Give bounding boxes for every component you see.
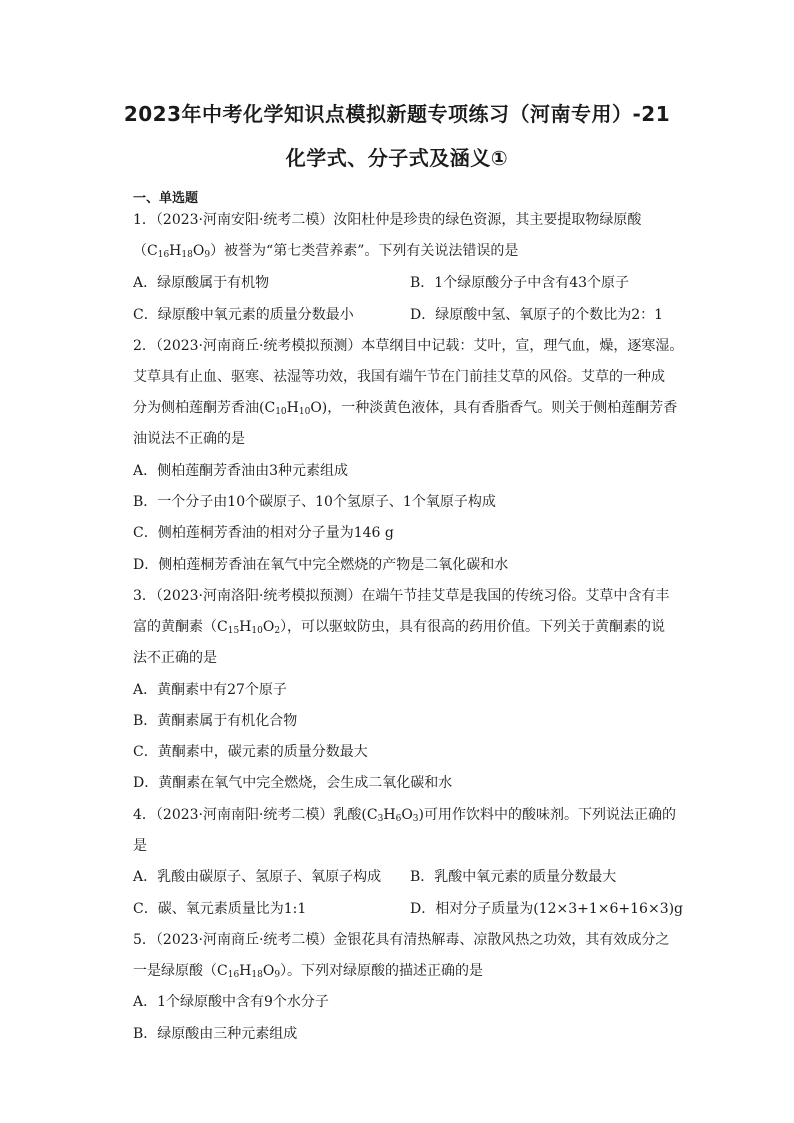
q5-stem-line: 5．（2023·河南商丘·统考二模）金银花具有清热解毒、凉散风热之功效，其有效成分之: [133, 932, 670, 948]
q1-option-b: B．1个绿原酸分子中含有43个原子: [410, 275, 630, 291]
q3-option-a: A．黄酮素中有27个原子: [133, 682, 287, 698]
q2-option-b: B．一个分子由10个碳原子、10个氢原子、1个氧原子构成: [133, 494, 496, 510]
q3-stem-line: 3．（2023·河南洛阳·统考模拟预测）在端午节挂艾草是我国的传统习俗。艾草中含有丰: [133, 588, 670, 604]
q3-option-d: D．黄酮素在氧气中完全燃烧，会生成二氧化碳和水: [133, 775, 453, 791]
q4-option-c: C．碳、氧元素质量比为1:1: [133, 901, 307, 917]
q1-option-c: C．绿原酸中氧元素的质量分数最小: [133, 307, 354, 323]
q1-option-a: A．绿原酸属于有机物: [133, 275, 270, 291]
q2-stem-line: 艾草具有止血、驱寒、祛湿等功效，我国有端午节在门前挂艾草的风俗。艾草的一种成: [133, 369, 665, 385]
q4-option-d: D．相对分子质量为(12×3+1×6+16×3)g: [410, 901, 684, 917]
q3-option-b: B．黄酮素属于有机化合物: [133, 713, 298, 729]
q2-stem-line: 2．（2023·河南商丘·统考模拟预测）本草纲目中记载：艾叶，宣，理气血，燥，逐寒湿。: [133, 338, 684, 354]
q3-stem-line: 富的黄酮素$(C_{15}H_{10}O_2)$，可以驱蚊防虫，具有很高的药用价值。下列关于黄酮素的说: [133, 619, 666, 636]
q3-stem-line: 法不正确的是: [133, 650, 217, 666]
q4-stem-line: 4．（2023·河南南阳·统考二模）乳酸$(C_3H_6O_3)$可用作饮料中的酸味剂。下列说法正确的: [133, 807, 676, 824]
q2-option-d: D．侧柏莲桐芳香油在氧气中完全燃烧的产物是二氧化碳和水: [133, 557, 509, 573]
q1-option-d: D．绿原酸中氢、氧原子的个数比为2：1: [410, 307, 664, 323]
q5-option-a: A．1个绿原酸中含有9个水分子: [133, 994, 329, 1010]
q3-option-c: C．黄酮素中，碳元素的质量分数最大: [133, 744, 368, 760]
q4-stem-line: 是: [133, 838, 147, 854]
document-title-line2: 化学式、分子式及涵义①: [285, 146, 509, 170]
section-heading: 一、单选题: [133, 191, 199, 206]
document-title-line1: 2023年中考化学知识点模拟新题专项练习（河南专用）-21: [123, 102, 671, 126]
q2-stem-line: 油说法不正确的是: [133, 431, 245, 447]
q4-option-b: B．乳酸中氧元素的质量分数最大: [410, 869, 617, 885]
q2-option-a: A．侧柏莲酮芳香油由3种元素组成: [133, 463, 349, 479]
q2-option-c: C．侧柏莲桐芳香油的相对分子量为146 g: [133, 525, 394, 541]
q2-stem-line: 分为侧柏莲酮芳香油$(C_{10}H_{10}O)$，一种淡黄色液体，具有香脂香气。则关于侧柏莲酮芳香: [133, 400, 678, 417]
q4-option-a: A．乳酸由碳原子、氢原子、氧原子构成: [133, 869, 382, 885]
q1-stem-line: 1．（2023·河南安阳·统考二模）汝阳杜仲是珍贵的绿色资源，其主要提取物绿原酸: [133, 212, 642, 228]
q5-option-b: B．绿原酸由三种元素组成: [133, 1026, 298, 1042]
q1-stem-line: $(C_{16}H_{18}O_9)$被誉为“第七类营养素”。下列有关说法错误的是: [133, 243, 519, 260]
q5-stem-line: 一是绿原酸$(C_{16}H_{18}O_9)$。下列对绿原酸的描述正确的是: [133, 963, 484, 980]
